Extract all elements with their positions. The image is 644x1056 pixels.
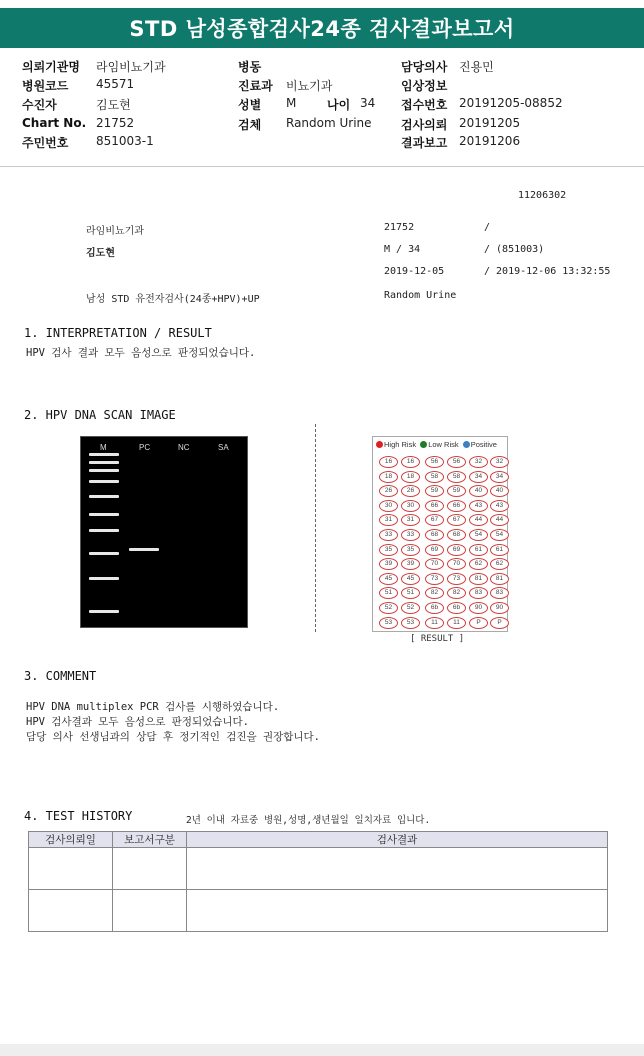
history-col-report-type: 보고서구분 (113, 832, 187, 848)
chip-well: 35 (401, 544, 420, 556)
doctor-label: 담당의사 (401, 60, 448, 74)
chip-well: P (490, 617, 509, 629)
chip-well: 70 (447, 558, 466, 570)
chip-well: 32 (469, 456, 488, 468)
history-note: 2년 이내 자료중 병원,성명,생년월일 일치자료 입니다. (186, 815, 431, 826)
table-cell (113, 890, 187, 932)
chip-well: 32 (490, 456, 509, 468)
report-date-label: 결과보고 (401, 136, 448, 150)
chip-well: 51 (379, 587, 398, 599)
chip-well: 67 (425, 514, 444, 526)
report-specimen: Random Urine (384, 290, 457, 301)
chip-well: 45 (379, 573, 398, 585)
chip-well: 83 (469, 587, 488, 599)
chip-well: 34 (469, 471, 488, 483)
ward-label: 병동 (238, 60, 262, 74)
hospital-code-value: 45571 (96, 77, 135, 91)
comment-line: HPV DNA multiplex PCR 검사를 시행하였습니다. (26, 701, 280, 713)
hospital-name-value: 라임비뇨기과 (96, 60, 166, 74)
document-number: 11206302 (518, 190, 567, 201)
chip-well: 26 (379, 485, 398, 497)
table-row (29, 848, 608, 890)
chip-well: 30 (379, 500, 398, 512)
chip-well: 70 (425, 558, 444, 570)
chip-well: 54 (490, 529, 509, 541)
resident-no-value: 851003-1 (96, 134, 154, 148)
pc-band (129, 548, 159, 551)
chip-well: 90 (469, 602, 488, 614)
gel-lane-label: PC (139, 443, 151, 452)
table-cell (113, 848, 187, 890)
specimen-value: Random Urine (286, 116, 372, 130)
chip-well: 18 (379, 471, 398, 483)
report-sex-age: M / 34 (384, 244, 421, 255)
chip-well: 43 (469, 500, 488, 512)
high-risk-dot (376, 441, 383, 448)
positive-dot (463, 441, 470, 448)
chip-well: 44 (469, 514, 488, 526)
chip-well: 43 (490, 500, 509, 512)
chip-well: 6b (447, 602, 466, 614)
legend-pos: Positive (470, 440, 497, 449)
chip-well: P (469, 617, 488, 629)
ladder-band (89, 453, 119, 456)
report-date-value: 20191206 (459, 134, 521, 148)
low-risk-dot (420, 441, 427, 448)
chip-well: 30 (401, 500, 420, 512)
footer-band (0, 1044, 644, 1056)
chip-well: 39 (401, 558, 420, 570)
table-row (29, 890, 608, 932)
hospital-code-label: 병원코드 (22, 79, 69, 93)
chip-well: 56 (447, 456, 466, 468)
history-col-result: 검사결과 (187, 832, 608, 848)
chip-well: 40 (490, 485, 509, 497)
chip-well: 54 (469, 529, 488, 541)
request-date-value: 20191205 (459, 116, 521, 130)
chip-well: 82 (447, 587, 466, 599)
chip-well: 33 (401, 529, 420, 541)
table-cell (187, 890, 608, 932)
chip-well: 33 (379, 529, 398, 541)
report-hospital: 라임비뇨기과 (86, 226, 144, 237)
chart-no-value: 21752 (96, 116, 135, 130)
chip-well: 6b (425, 602, 444, 614)
section-comment-title: 3. COMMENT (24, 669, 97, 683)
legend-low: Low Risk (428, 440, 459, 449)
chip-well: 51 (401, 587, 420, 599)
chip-well: 31 (401, 514, 420, 526)
sex-label: 성별 (238, 98, 262, 112)
chip-well: 11 (425, 617, 444, 629)
legend-high: High Risk (384, 440, 417, 449)
section-history-title: 4. TEST HISTORY (24, 809, 133, 823)
chip-well: 45 (401, 573, 420, 585)
history-header-row (29, 832, 608, 848)
age-label: 나이 (327, 98, 351, 112)
chip-well: 83 (490, 587, 509, 599)
interpretation-text: HPV 검사 결과 모두 음성으로 판정되었습니다. (26, 347, 256, 359)
receipt-no-label: 접수번호 (401, 98, 448, 112)
ladder-band (89, 495, 119, 498)
chip-well: 68 (425, 529, 444, 541)
image-separator (315, 424, 316, 632)
sex-value: M (286, 96, 297, 110)
gel-electrophoresis-image (80, 436, 248, 628)
header-divider (0, 166, 644, 167)
chip-well: 58 (425, 471, 444, 483)
chip-well: 31 (379, 514, 398, 526)
patient-label: 수진자 (22, 98, 57, 112)
gel-lane-label: NC (178, 443, 190, 452)
report-birth: / (851003) (484, 244, 545, 255)
chip-well: 16 (401, 456, 420, 468)
chip-well: 81 (469, 573, 488, 585)
chip-well: 53 (379, 617, 398, 629)
report-chart-no: 21752 (384, 222, 415, 233)
ladder-band (89, 513, 119, 516)
department-label: 진료과 (238, 79, 273, 93)
report-received: 2019-12-05 (384, 266, 445, 277)
department-value: 비뇨기과 (286, 79, 333, 93)
ladder-band (89, 480, 119, 483)
chip-well: 26 (401, 485, 420, 497)
ladder-band (89, 577, 119, 580)
chip-well: 90 (490, 602, 509, 614)
ladder-band (89, 610, 119, 613)
ladder-band (89, 552, 119, 555)
chip-well: 67 (447, 514, 466, 526)
chip-well: 16 (379, 456, 398, 468)
gel-lane-label: SA (218, 443, 229, 452)
chip-well: 56 (425, 456, 444, 468)
chip-well: 11 (447, 617, 466, 629)
comment-line: 담당 의사 선생님과의 상담 후 정기적인 검진을 권장합니다. (26, 731, 321, 743)
history-table (28, 831, 608, 932)
chip-well: 53 (401, 617, 420, 629)
report-reported: / 2019-12-06 13:32:55 (484, 266, 611, 277)
chip-well: 40 (469, 485, 488, 497)
hpv-chip-image (372, 436, 508, 632)
chip-well: 66 (425, 500, 444, 512)
report-test-name: 남성 STD 유전자검사(24종+HPV)+UP (86, 294, 260, 305)
chip-well: 59 (425, 485, 444, 497)
ladder-band (89, 461, 119, 464)
section-scan-image-title: 2. HPV DNA SCAN IMAGE (24, 408, 176, 422)
chip-legend (376, 440, 497, 449)
chip-well: 61 (469, 544, 488, 556)
table-cell (187, 848, 608, 890)
report-slash: / (484, 222, 491, 233)
chip-well: 61 (490, 544, 509, 556)
chip-well: 52 (401, 602, 420, 614)
doctor-value: 진용민 (459, 60, 494, 74)
table-cell (29, 890, 113, 932)
chip-well: 62 (490, 558, 509, 570)
receipt-no-value: 20191205-08852 (459, 96, 563, 110)
chip-well: 58 (447, 471, 466, 483)
chip-well: 69 (447, 544, 466, 556)
report-title: STD 남성종합검사24종 검사결과보고서 (0, 8, 644, 48)
chip-well: 69 (425, 544, 444, 556)
chip-well: 35 (379, 544, 398, 556)
report-patient: 김도현 (86, 248, 115, 259)
chip-well: 18 (401, 471, 420, 483)
section-interpretation-title: 1. INTERPRETATION / RESULT (24, 326, 212, 340)
chip-result-label: [ RESULT ] (410, 634, 465, 644)
gel-lane-label: M (100, 443, 107, 452)
chip-well: 82 (425, 587, 444, 599)
chip-well: 73 (425, 573, 444, 585)
patient-value: 김도현 (96, 98, 131, 112)
request-date-label: 검사의뢰 (401, 118, 448, 132)
chart-no-label: Chart No. (22, 116, 87, 130)
chip-well: 73 (447, 573, 466, 585)
hospital-name-label: 의뢰기관명 (22, 60, 80, 74)
ladder-band (89, 469, 119, 472)
specimen-label: 검체 (238, 118, 262, 132)
chip-well: 62 (469, 558, 488, 570)
comment-line: HPV 검사결과 모두 음성으로 판정되었습니다. (26, 716, 250, 728)
table-cell (29, 848, 113, 890)
chip-well: 52 (379, 602, 398, 614)
history-col-request-date: 검사의뢰일 (29, 832, 113, 848)
chip-well: 59 (447, 485, 466, 497)
chip-well: 34 (490, 471, 509, 483)
chip-well: 81 (490, 573, 509, 585)
ladder-band (89, 529, 119, 532)
chip-well: 68 (447, 529, 466, 541)
clinical-info-label: 임상정보 (401, 79, 448, 93)
age-value: 34 (360, 96, 376, 110)
chip-well: 66 (447, 500, 466, 512)
chip-well: 39 (379, 558, 398, 570)
resident-no-label: 주민번호 (22, 136, 69, 150)
chip-well: 44 (490, 514, 509, 526)
